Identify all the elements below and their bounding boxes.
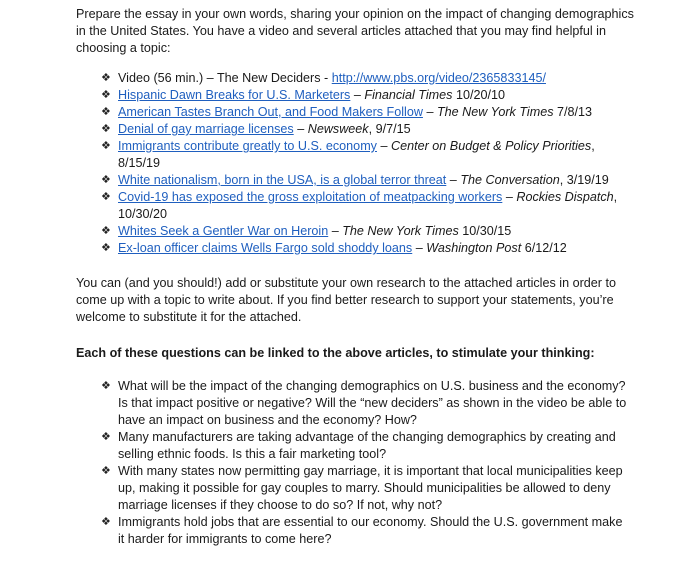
source-item: ❖ Immigrants contribute greatly to U.S. economy – Center on Budget & Policy Priorities, 8/15/19 <box>101 139 595 170</box>
source-link[interactable]: White nationalism, born in the USA, is a global terror threat <box>118 173 447 187</box>
source-link[interactable]: Covid-19 has exposed the gross exploitation of meatpacking workers <box>118 190 503 204</box>
source-item: ❖ White nationalism, born in the USA, is a global terror threat – The Conversation, 3/19/19 <box>101 173 609 187</box>
diamond-bullet-icon: ❖ <box>101 465 111 477</box>
source-item: ❖ Denial of gay marriage licenses – Newsweek, 9/7/15 <box>101 122 411 136</box>
question-item: ❖ With many states now permitting gay marriage, it is important that local municipalities keep up, making it possible for gay couples to marry. Should municipalities be allowed to deny marriage licenses if they choose to do so? If not, why not? <box>101 464 623 512</box>
source-item: ❖ Ex-loan officer claims Wells Fargo sold shoddy loans – Washington Post 6/12/12 <box>101 241 567 255</box>
source-item: ❖ Whites Seek a Gentler War on Heroin – The New York Times 10/30/15 <box>101 224 512 238</box>
source-link[interactable]: Whites Seek a Gentler War on Heroin <box>118 224 329 238</box>
source-link[interactable]: Immigrants contribute greatly to U.S. economy <box>118 139 377 153</box>
source-link[interactable]: Hispanic Dawn Breaks for U.S. Marketers <box>118 88 351 102</box>
research-note: You can (and you should!) add or substitute your own research to the attached articles in order to come up with a topic to write about. If you find better research to support your statements, you’re welcome to substitute it for the attached. <box>76 276 616 324</box>
source-link[interactable]: http://www.pbs.org/video/2365833145/ <box>331 71 546 85</box>
diamond-bullet-icon: ❖ <box>101 191 111 203</box>
diamond-bullet-icon: ❖ <box>101 123 111 135</box>
diamond-bullet-icon: ❖ <box>101 431 111 443</box>
source-prefix: Video (56 min.) – The New Deciders - <box>118 71 332 85</box>
questions-heading: Each of these questions can be linked to the above articles, to stimulate your thinking: <box>76 346 595 360</box>
source-link[interactable]: Denial of gay marriage licenses <box>118 122 294 136</box>
source-item: ❖ Hispanic Dawn Breaks for U.S. Marketers – Financial Times 10/20/10 <box>101 88 505 102</box>
diamond-bullet-icon: ❖ <box>101 242 111 254</box>
question-item: ❖ Immigrants hold jobs that are essential to our economy. Should the U.S. government make it harder for immigrants to come here? <box>101 515 623 546</box>
diamond-bullet-icon: ❖ <box>101 106 111 118</box>
intro-paragraph: Prepare the essay in your own words, sharing your opinion on the impact of changing demographics in the United States. You have a video and several articles attached that you may find helpful in choosing a topic: <box>76 7 634 55</box>
question-list <box>100 378 628 548</box>
source-list <box>100 70 628 257</box>
diamond-bullet-icon: ❖ <box>101 174 111 186</box>
diamond-bullet-icon: ❖ <box>101 140 111 152</box>
diamond-bullet-icon: ❖ <box>101 516 111 528</box>
source-link[interactable]: Ex-loan officer claims Wells Fargo sold shoddy loans <box>118 241 413 255</box>
source-link[interactable]: American Tastes Branch Out, and Food Makers Follow <box>118 105 423 119</box>
diamond-bullet-icon: ❖ <box>101 72 111 84</box>
diamond-bullet-icon: ❖ <box>101 89 111 101</box>
source-item <box>100 70 628 87</box>
diamond-bullet-icon: ❖ <box>101 225 111 237</box>
source-item: ❖ American Tastes Branch Out, and Food Makers Follow – The New York Times 7/8/13 <box>101 105 593 119</box>
question-item: ❖ Many manufacturers are taking advantage of the changing demographics by creating and selling ethnic foods. Is this a fair marketing tool? <box>101 430 616 461</box>
question-item: ❖ What will be the impact of the changing demographics on U.S. business and the economy? Is that impact positive or negative? Will the “new deciders” as shown in the video be able to have an impact on business and the economy? How? <box>101 379 627 427</box>
diamond-bullet-icon: ❖ <box>101 380 111 392</box>
source-item: ❖ Covid-19 has exposed the gross exploitation of meatpacking workers – Rockies Dispatch, 10/30/20 <box>101 190 618 221</box>
